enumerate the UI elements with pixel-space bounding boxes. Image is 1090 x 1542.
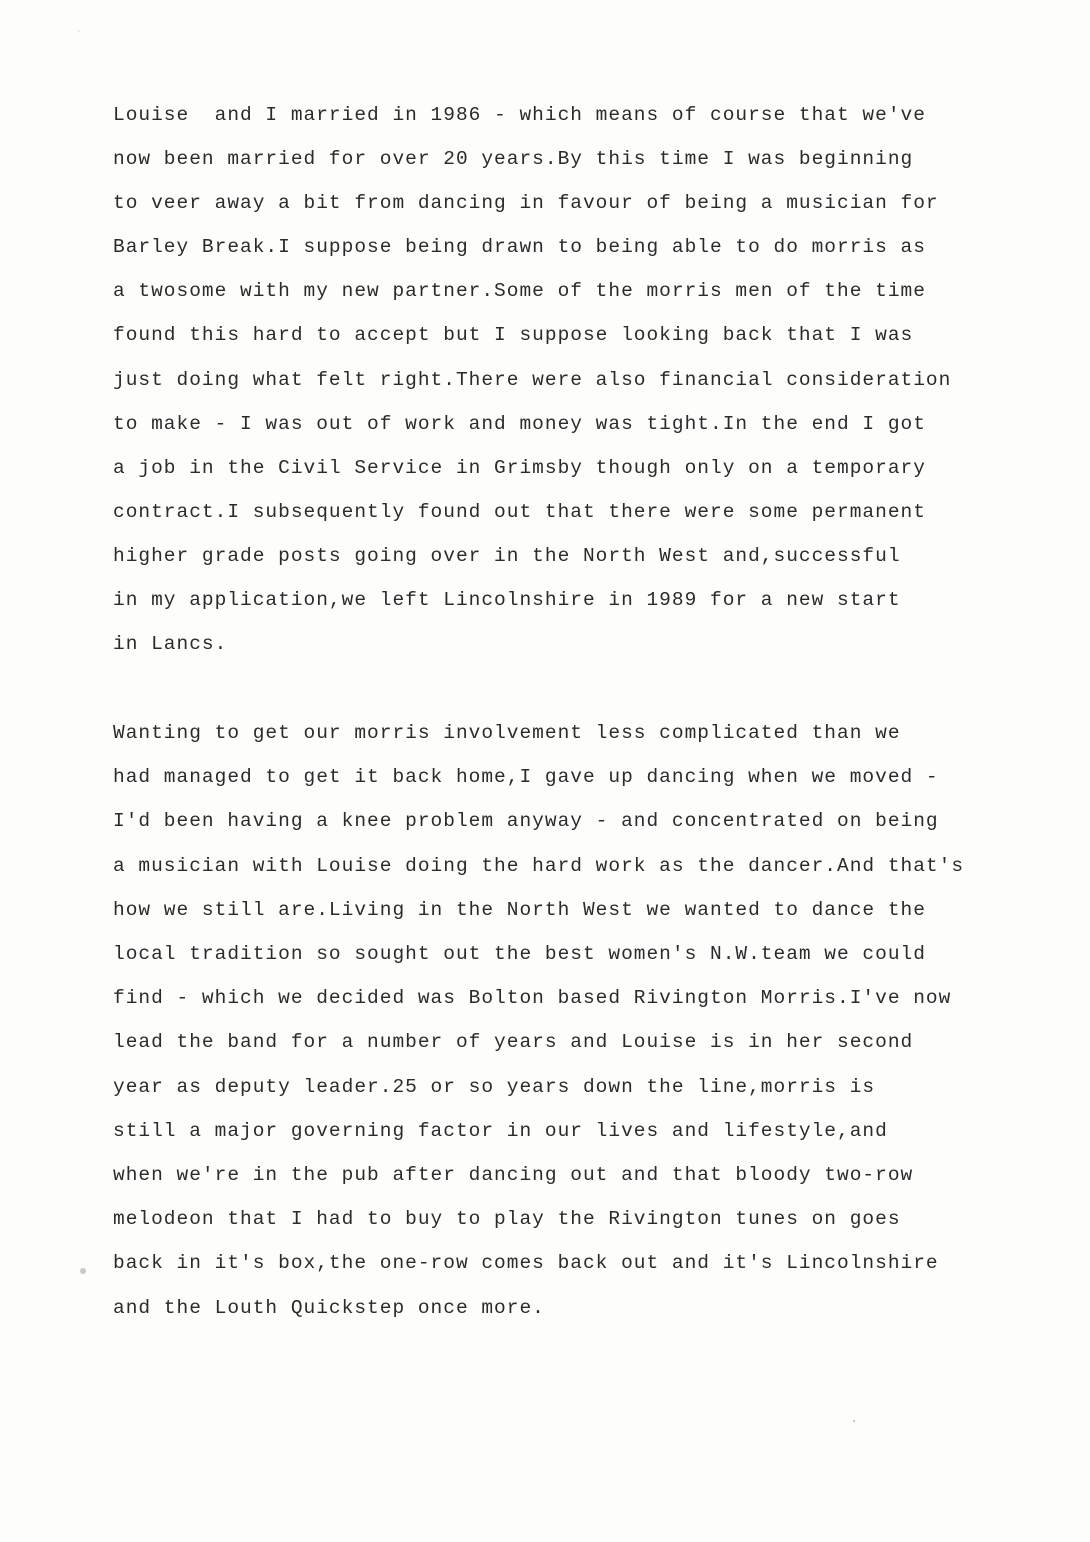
- text-line: a musician with Louise doing the hard work as the dancer.And that's: [113, 854, 965, 877]
- text-line: find - which we decided was Bolton based Rivington Morris.I've now: [113, 987, 952, 1010]
- text-line: to make - I was out of work and money was tight.In the end I got: [113, 412, 926, 435]
- text-line: now been married for over 20 years.By this time I was beginning: [113, 148, 914, 171]
- text-line: when we're in the pub after dancing out and that bloody two-row: [113, 1164, 914, 1187]
- paper-speck: [853, 1420, 855, 1422]
- text-line: Louise and I married in 1986 - which means of course that we've: [113, 104, 926, 126]
- paper-speck: [78, 30, 80, 32]
- text-line: still a major governing factor in our lives and lifestyle,and: [113, 1119, 888, 1142]
- text-line: and the Louth Quickstep once more.: [113, 1296, 545, 1319]
- text-line: back in it's box,the one-row comes back out and it's Lincolnshire: [113, 1252, 939, 1275]
- text-line: found this hard to accept but I suppose looking back that I was: [113, 324, 914, 347]
- paper-speck: [80, 1268, 86, 1274]
- text-line: how we still are.Living in the North West we wanted to dance the: [113, 898, 926, 921]
- text-line: higher grade posts going over in the North West and,successful: [113, 544, 901, 567]
- text-line: just doing what felt right.There were also financial consideration: [113, 368, 952, 391]
- text-line: had managed to get it back home,I gave up dancing when we moved -: [113, 766, 939, 789]
- paragraph-2: [113, 711, 1033, 1330]
- text-line: in Lancs.: [113, 633, 228, 656]
- paragraph-1: [113, 93, 1033, 666]
- text-line: lead the band for a number of years and Louise is in her second: [113, 1031, 914, 1054]
- text-line: contract.I subsequently found out that there were some permanent: [113, 500, 926, 523]
- text-line: Wanting to get our morris involvement less complicated than we: [113, 722, 901, 744]
- text-line: in my application,we left Lincolnshire in 1989 for a new start: [113, 589, 901, 612]
- text-line: Barley Break.I suppose being drawn to being able to do morris as: [113, 236, 926, 259]
- text-line: to veer away a bit from dancing in favour of being a musician for: [113, 192, 939, 215]
- text-line: melodeon that I had to buy to play the Rivington tunes on goes: [113, 1208, 901, 1231]
- text-line: year as deputy leader.25 or so years down the line,morris is: [113, 1075, 876, 1098]
- text-line: a twosome with my new partner.Some of the morris men of the time: [113, 280, 926, 303]
- text-line: I'd been having a knee problem anyway - and concentrated on being: [113, 810, 939, 833]
- text-line: local tradition so sought out the best women's N.W.team we could: [113, 943, 926, 966]
- text-line: a job in the Civil Service in Grimsby though only on a temporary: [113, 456, 926, 479]
